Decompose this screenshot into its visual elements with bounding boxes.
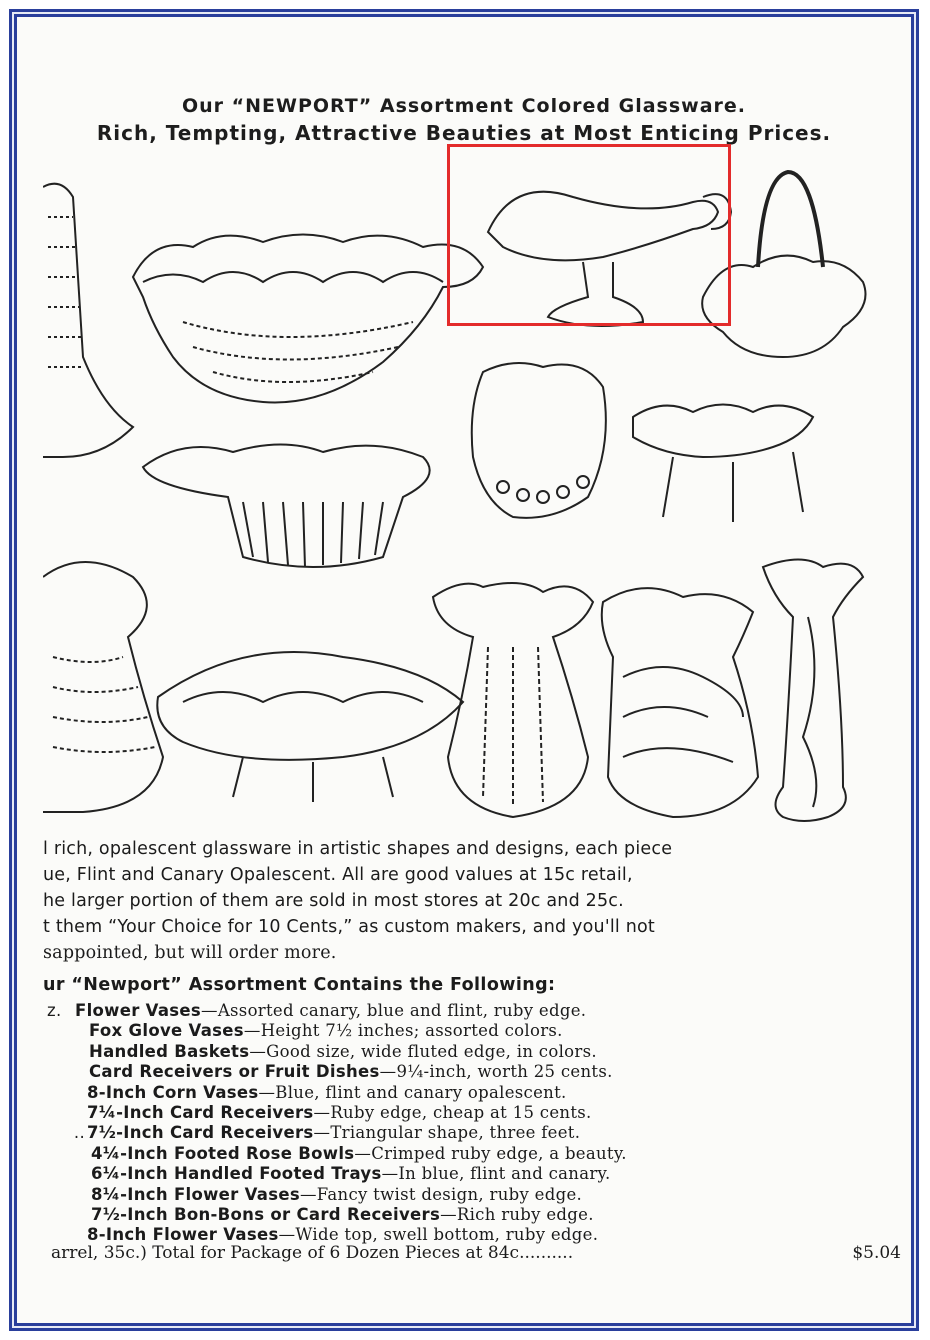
ribbed-bowl-drawing [143, 445, 430, 568]
item-desc: —Assorted canary, blue and flint, ruby edge. [201, 1001, 587, 1020]
item-name: 7¼-Inch Card Receivers [87, 1102, 314, 1122]
list-item [47, 1083, 907, 1103]
assortment-list [47, 1001, 907, 1246]
description-line: he larger portion of them are sold in most stores at 20c and 25c. [43, 891, 624, 911]
list-heading: ur “Newport” Assortment Contains the Following: [43, 975, 556, 995]
swirl-vase-drawing [602, 588, 758, 817]
item-prefix: .. [73, 1123, 85, 1143]
list-item [47, 1185, 907, 1205]
description-line: l rich, opalescent glassware in artistic shapes and designs, each piece [43, 839, 673, 859]
item-desc: —Wide top, swell bottom, ruby edge. [278, 1225, 599, 1245]
item-desc: —Triangular shape, three feet. [313, 1123, 581, 1143]
description-line: t them “Your Choice for 10 Cents,” as custom makers, and you'll not [43, 917, 655, 937]
item-name: 7½-Inch Card Receivers [87, 1123, 314, 1143]
list-item [47, 1062, 907, 1082]
list-item [47, 1001, 907, 1021]
item-name: Card Receivers or Fruit Dishes [89, 1062, 380, 1082]
list-item [47, 1205, 907, 1225]
page-title: Our “NEWPORT” Assortment Colored Glassware. [181, 95, 747, 117]
page-subtitle: Rich, Tempting, Attractive Beauties at Most Enticing Prices. [96, 121, 832, 145]
list-item [47, 1103, 907, 1123]
item-desc: —Fancy twist design, ruby edge. [299, 1184, 583, 1204]
item-name: 8¼-Inch Flower Vases [91, 1184, 300, 1204]
rose-bowl-drawing [472, 363, 606, 518]
catalog-page [14, 14, 914, 1326]
item-desc: —In blue, flint and canary. [381, 1164, 611, 1184]
item-desc: —Ruby edge, cheap at 15 cents. [313, 1102, 592, 1122]
total-label: arrel, 35c.) Total for Package of 6 Dozen Pieces at 84c.......... [51, 1243, 574, 1263]
item-desc: —Height 7½ inches; assorted colors. [243, 1021, 563, 1041]
item-desc: —Rich ruby edge. [440, 1204, 594, 1224]
description-line: sappointed, but will order more. [43, 943, 337, 963]
item-name: 4¼-Inch Footed Rose Bowls [91, 1143, 355, 1163]
description-line: ue, Flint and Canary Opalescent. All are good values at 15c retail, [43, 865, 633, 885]
highlight-box [447, 144, 731, 326]
list-item [47, 1144, 907, 1164]
item-name: 8-Inch Corn Vases [87, 1082, 259, 1102]
item-name: Handled Baskets [89, 1041, 250, 1061]
item-name: 8-Inch Flower Vases [87, 1225, 279, 1245]
twist-vase-drawing [763, 560, 863, 822]
item-desc: —Good size, wide fluted edge, in colors. [249, 1041, 597, 1061]
list-item [47, 1123, 907, 1143]
handled-dish-drawing [157, 652, 463, 802]
list-item [47, 1021, 907, 1041]
list-item [47, 1164, 907, 1184]
item-prefix: z. [47, 1001, 62, 1020]
item-name: Flower Vases [75, 1001, 202, 1020]
vase-left-drawing [43, 562, 163, 812]
ruffled-vase-drawing [433, 583, 593, 817]
item-desc: —Crimped ruby edge, a beauty. [354, 1143, 627, 1163]
footed-card-receiver-drawing [633, 405, 813, 523]
ruffled-bowl-drawing [133, 235, 483, 403]
list-item [47, 1042, 907, 1062]
item-desc: —Blue, flint and canary opalescent. [258, 1082, 567, 1102]
package-total [51, 1243, 901, 1263]
total-amount: $5.04 [852, 1243, 901, 1263]
item-desc: —9¼-inch, worth 25 cents. [379, 1062, 613, 1082]
item-name: 7½-Inch Bon-Bons or Card Receivers [91, 1204, 441, 1224]
item-name: 6¼-Inch Handled Footed Trays [91, 1164, 382, 1184]
corn-vase-drawing [43, 184, 133, 457]
item-name: Fox Glove Vases [89, 1021, 244, 1041]
